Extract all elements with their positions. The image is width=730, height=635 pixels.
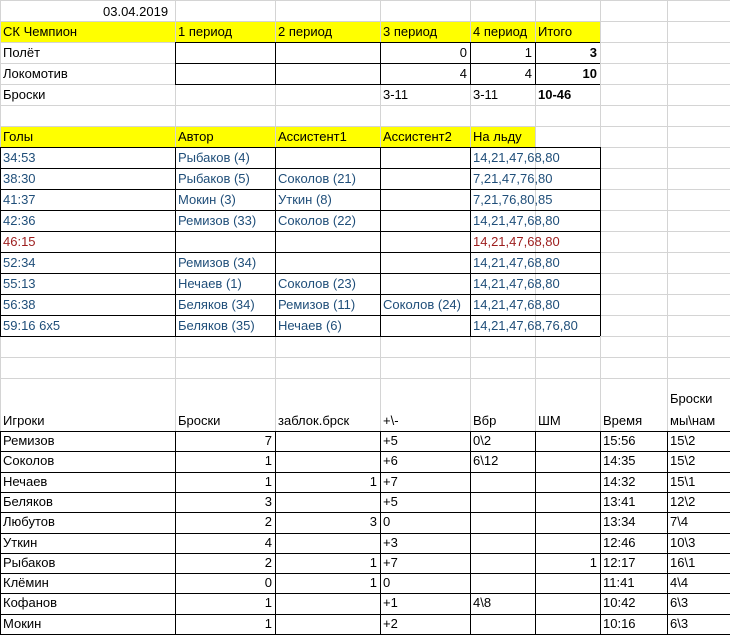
goals-border bbox=[0, 336, 600, 337]
player-pim bbox=[535, 472, 600, 492]
player-plusminus: 0 bbox=[383, 514, 391, 529]
match-date: 03.04.2019 bbox=[103, 4, 169, 19]
player-pim bbox=[535, 492, 600, 512]
goal-time: 59:16 6x5 bbox=[3, 318, 61, 333]
goal-time: 41:37 bbox=[3, 192, 36, 207]
player-pim: 1 bbox=[589, 555, 597, 570]
goal-time: 56:38 bbox=[3, 297, 36, 312]
goal-assist1: Ремизов (11) bbox=[278, 297, 356, 312]
goal-assist1 bbox=[275, 148, 380, 168]
player-onice: 16\1 bbox=[670, 555, 696, 570]
goal-author: Нечаев (1) bbox=[178, 276, 242, 291]
player-plusminus: +5 bbox=[383, 494, 398, 509]
player-faceoffs bbox=[470, 492, 535, 512]
goal-author: Беляков (35) bbox=[178, 318, 255, 333]
player-faceoffs bbox=[470, 614, 535, 634]
goal-author: Ремизов (33) bbox=[178, 213, 257, 228]
goal-assist2 bbox=[380, 316, 470, 336]
player-plusminus: +2 bbox=[383, 616, 398, 631]
player-shots: 1 bbox=[264, 453, 272, 468]
player-pim bbox=[535, 573, 600, 593]
goal-time: 38:30 bbox=[3, 171, 36, 186]
player-onice: 4\4 bbox=[670, 575, 689, 590]
player-toi: 12:46 bbox=[603, 535, 636, 550]
goal-assist2: Соколов (24) bbox=[383, 297, 461, 312]
goal-time: 52:34 bbox=[3, 255, 36, 270]
goal-assist2 bbox=[380, 211, 470, 231]
score-header-2: 1 период bbox=[178, 24, 233, 39]
player-onice: 6\3 bbox=[670, 616, 689, 631]
player-shots: 2 bbox=[264, 555, 272, 570]
player-shots: 2 bbox=[264, 514, 272, 529]
goal-assist1: Соколов (21) bbox=[278, 171, 356, 186]
player-blocked: 1 bbox=[369, 575, 377, 590]
score-header-4: 3 период bbox=[383, 24, 438, 39]
score-total: 10 bbox=[582, 66, 597, 81]
goal-author bbox=[175, 232, 275, 252]
player-toi: 13:34 bbox=[603, 514, 636, 529]
goal-author: Беляков (34) bbox=[178, 297, 255, 312]
player-faceoffs bbox=[470, 573, 535, 593]
player-plusminus: +7 bbox=[383, 474, 398, 489]
goal-author: Мокин (3) bbox=[178, 192, 236, 207]
player-name: Клёмин bbox=[3, 575, 49, 590]
players-header-shots: Броски bbox=[178, 413, 221, 428]
goals-header-3: Ассистент1 bbox=[278, 129, 347, 144]
player-onice: 12\2 bbox=[670, 494, 696, 509]
goal-assist1: Нечаев (6) bbox=[278, 318, 342, 333]
player-toi: 15:56 bbox=[603, 433, 636, 448]
score-border bbox=[275, 42, 276, 84]
player-shots: 1 bbox=[264, 595, 272, 610]
score-total: 3 bbox=[589, 45, 597, 60]
player-blocked bbox=[275, 451, 380, 471]
goal-assist1 bbox=[275, 253, 380, 273]
player-name: Кофанов bbox=[3, 595, 58, 610]
goal-on-ice: 7,21,47,76,80 bbox=[473, 171, 553, 186]
goal-assist2 bbox=[380, 253, 470, 273]
player-name: Любутов bbox=[3, 514, 55, 529]
player-name: Мокин bbox=[3, 616, 42, 631]
goal-assist2 bbox=[380, 148, 470, 168]
players-header-name: Игроки bbox=[3, 413, 45, 428]
goal-author: Рыбаков (4) bbox=[178, 150, 250, 165]
grid-row-line bbox=[0, 0, 730, 1]
score-period3: 3-11 bbox=[383, 87, 409, 102]
player-blocked bbox=[275, 431, 380, 451]
player-name: Ремизов bbox=[3, 433, 55, 448]
player-toi: 14:32 bbox=[603, 474, 636, 489]
player-faceoffs bbox=[470, 553, 535, 573]
player-shots: 7 bbox=[264, 433, 272, 448]
player-shots: 1 bbox=[264, 474, 272, 489]
score-period4: 4 bbox=[524, 66, 532, 81]
player-blocked: 1 bbox=[369, 474, 377, 489]
score-header-1: СК Чемпион bbox=[3, 24, 78, 39]
goal-on-ice: 14,21,47,68,80 bbox=[473, 255, 560, 270]
player-blocked: 3 bbox=[369, 514, 377, 529]
player-name: Рыбаков bbox=[3, 555, 56, 570]
player-onice: 10\3 bbox=[670, 535, 696, 550]
player-faceoffs: 4\8 bbox=[473, 595, 492, 610]
players-header-blocked: заблок.брск bbox=[278, 413, 350, 428]
player-faceoffs: 6\12 bbox=[473, 453, 499, 468]
goal-assist2 bbox=[380, 274, 470, 294]
player-plusminus: +5 bbox=[383, 433, 398, 448]
players-header-onice-shots: Броски bbox=[670, 391, 713, 406]
players-header-toi: Время bbox=[603, 413, 643, 428]
score-row-label: Броски bbox=[3, 87, 46, 102]
score-period3: 0 bbox=[459, 45, 467, 60]
players-header-faceoffs: Вбр bbox=[473, 413, 497, 428]
score-period3: 4 bbox=[459, 66, 467, 81]
goal-time: 34:53 bbox=[3, 150, 36, 165]
goal-on-ice: 14,21,47,68,76,80 bbox=[473, 318, 578, 333]
goals-header-4: Ассистент2 bbox=[383, 129, 452, 144]
player-toi: 10:16 bbox=[603, 616, 636, 631]
goal-on-ice: 14,21,47,68,80 bbox=[473, 234, 560, 249]
player-name: Соколов bbox=[3, 453, 55, 468]
goal-on-ice: 14,21,47,68,80 bbox=[473, 297, 560, 312]
player-blocked bbox=[275, 492, 380, 512]
player-faceoffs: 0\2 bbox=[473, 433, 492, 448]
player-name: Беляков bbox=[3, 494, 53, 509]
player-blocked bbox=[275, 533, 380, 553]
players-header-plusminus: +\- bbox=[383, 413, 399, 428]
score-header-6: Итого bbox=[538, 24, 573, 39]
score-border bbox=[175, 42, 176, 84]
goal-assist1: Соколов (23) bbox=[278, 276, 356, 291]
score-period4: 1 bbox=[524, 45, 532, 60]
goal-assist2 bbox=[380, 169, 470, 189]
goal-assist2 bbox=[380, 190, 470, 210]
player-plusminus: +7 bbox=[383, 555, 398, 570]
goal-time: 46:15 bbox=[3, 234, 36, 249]
goal-assist1: Соколов (22) bbox=[278, 213, 356, 228]
player-faceoffs bbox=[470, 533, 535, 553]
player-name: Нечаев bbox=[3, 474, 48, 489]
goal-assist2 bbox=[380, 232, 470, 252]
goal-assist1 bbox=[275, 232, 380, 252]
player-name: Уткин bbox=[3, 535, 38, 550]
goal-assist1: Уткин (8) bbox=[278, 192, 332, 207]
goal-on-ice: 14,21,47,68,80 bbox=[473, 276, 560, 291]
score-row-label: Локомотив bbox=[3, 66, 68, 81]
score-row-label: Полёт bbox=[3, 45, 41, 60]
grid-row-line bbox=[0, 378, 730, 379]
goals-header-1: Голы bbox=[3, 129, 34, 144]
player-toi: 12:17 bbox=[603, 555, 636, 570]
player-plusminus: 0 bbox=[383, 575, 391, 590]
player-shots: 4 bbox=[264, 535, 272, 550]
player-pim bbox=[535, 431, 600, 451]
goals-border bbox=[600, 147, 601, 336]
grid-row-line bbox=[0, 105, 730, 106]
goal-on-ice: 14,21,47,68,80 bbox=[473, 150, 560, 165]
goal-author: Ремизов (34) bbox=[178, 255, 257, 270]
player-blocked bbox=[275, 614, 380, 634]
player-pim bbox=[535, 512, 600, 532]
player-faceoffs bbox=[470, 512, 535, 532]
players-header-pim: ШМ bbox=[538, 413, 561, 428]
score-period4: 3-11 bbox=[473, 87, 499, 102]
player-plusminus: +3 bbox=[383, 535, 398, 550]
goals-header-2: Автор bbox=[178, 129, 214, 144]
goals-header-5: На льду bbox=[473, 129, 522, 144]
goal-on-ice: 14,21,47,68,80 bbox=[473, 213, 560, 228]
player-pim bbox=[535, 451, 600, 471]
grid-row-line bbox=[0, 357, 730, 358]
player-onice: 6\3 bbox=[670, 595, 689, 610]
goal-on-ice: 7,21,76,80,85 bbox=[473, 192, 553, 207]
player-onice: 15\2 bbox=[670, 433, 696, 448]
score-total: 10-46 bbox=[538, 87, 572, 102]
player-plusminus: +6 bbox=[383, 453, 398, 468]
player-blocked: 1 bbox=[369, 555, 377, 570]
player-toi: 14:35 bbox=[603, 453, 636, 468]
goal-time: 55:13 bbox=[3, 276, 36, 291]
players-header-onice-ratio: мы\нам bbox=[670, 413, 716, 428]
player-onice: 7\4 bbox=[670, 514, 689, 529]
score-header-3: 2 период bbox=[278, 24, 333, 39]
player-onice: 15\2 bbox=[670, 453, 696, 468]
player-toi: 11:41 bbox=[603, 575, 635, 590]
goal-author: Рыбаков (5) bbox=[178, 171, 250, 186]
player-onice: 15\1 bbox=[670, 474, 696, 489]
player-toi: 10:42 bbox=[603, 595, 636, 610]
player-pim bbox=[535, 614, 600, 634]
player-faceoffs bbox=[470, 472, 535, 492]
player-pim bbox=[535, 533, 600, 553]
player-pim bbox=[535, 593, 600, 613]
player-shots: 1 bbox=[264, 616, 272, 631]
player-shots: 0 bbox=[264, 575, 272, 590]
score-header-5: 4 период bbox=[473, 24, 528, 39]
player-shots: 3 bbox=[264, 494, 272, 509]
player-toi: 13:41 bbox=[603, 494, 636, 509]
player-plusminus: +1 bbox=[383, 595, 398, 610]
goal-time: 42:36 bbox=[3, 213, 36, 228]
player-blocked bbox=[275, 593, 380, 613]
